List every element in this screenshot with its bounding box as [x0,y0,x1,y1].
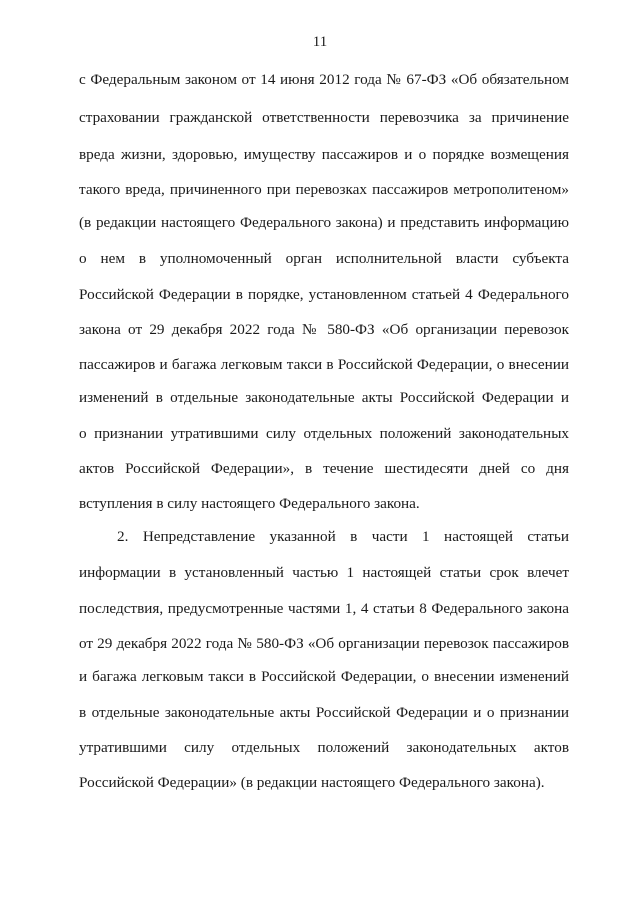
paragraph-1-line: вступления в силу настоящего Федерального закона. [79,495,420,512]
paragraph-2-line: в отдельные законодательные акты Российской Федерации и о признании [79,704,569,721]
paragraph-1-line: закона от 29 декабря 2022 года № 580-ФЗ «Об организации перевозок [79,321,569,338]
paragraph-1-line: актов Российской Федерации», в течение шестидесяти дней со дня [79,460,569,477]
paragraph-2-line: и багажа легковым такси в Российской Федерации, о внесении изменений [79,668,569,685]
paragraph-1-line: (в редакции настоящего Федерального закона) и представить информацию [79,214,569,231]
paragraph-1-line: пассажиров и багажа легковым такси в Российской Федерации, о внесении [79,356,569,373]
paragraph-2-line: последствия, предусмотренные частями 1, 4 статьи 8 Федерального закона [79,600,569,617]
paragraph-1-line: такого вреда, причиненного при перевозках пассажиров метрополитеном» [79,181,569,198]
paragraph-2-line: утратившими силу отдельных положений законодательных актов [79,739,569,756]
paragraph-1-line: изменений в отдельные законодательные акты Российской Федерации и [79,389,569,406]
paragraph-2-line: 2. Непредставление указанной в части 1 настоящей статьи [117,528,569,545]
paragraph-1-line: Российской Федерации в порядке, установленном статьей 4 Федерального [79,286,569,303]
paragraph-1-line: вреда жизни, здоровью, имуществу пассажиров и о порядке возмещения [79,146,569,163]
paragraph-1-line: страховании гражданской ответственности перевозчика за причинение [79,109,569,126]
paragraph-2-line: от 29 декабря 2022 года № 580-ФЗ «Об организации перевозок пассажиров [79,635,569,652]
page-number: 11 [312,34,328,50]
paragraph-2-line: информации в установленный частью 1 настоящей статьи срок влечет [79,564,569,581]
paragraph-1-line: с Федеральным законом от 14 июня 2012 года № 67-ФЗ «Об обязательном [79,71,569,88]
paragraph-1-line: о признании утратившими силу отдельных положений законодательных [79,425,569,442]
paragraph-1-line: о нем в уполномоченный орган исполнительной власти субъекта [79,250,569,267]
paragraph-2-line: Российской Федерации» (в редакции настоящего Федерального закона). [79,774,545,791]
